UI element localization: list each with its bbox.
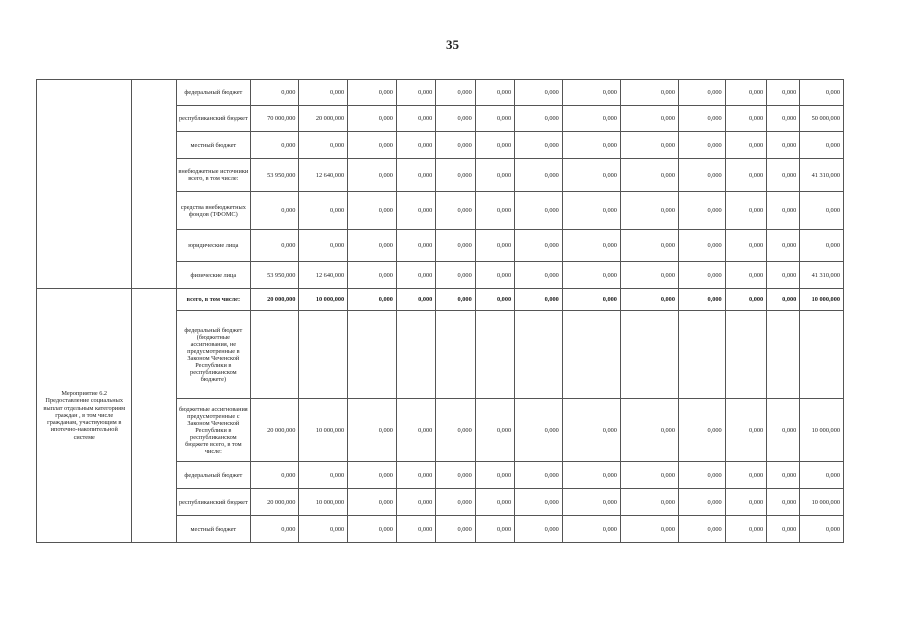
value-cell: 0,000 xyxy=(515,132,563,159)
value-cell: 0,000 xyxy=(436,516,475,543)
value-cell: 0,000 xyxy=(725,262,766,289)
value-cell: 10 000,000 xyxy=(299,489,348,516)
value-cell: 0,000 xyxy=(562,289,620,311)
measure-name-cell xyxy=(37,80,132,289)
value-cell: 0,000 xyxy=(767,489,800,516)
value-cell: 53 950,000 xyxy=(250,262,299,289)
value-cell: 0,000 xyxy=(562,132,620,159)
value-cell: 10 000,000 xyxy=(800,289,844,311)
value-cell: 41 310,000 xyxy=(800,262,844,289)
value-cell: 0,000 xyxy=(475,80,514,106)
value-cell: 0,000 xyxy=(250,80,299,106)
value-cell xyxy=(678,311,725,399)
source-label: физические лица xyxy=(177,262,251,289)
value-cell: 0,000 xyxy=(767,192,800,230)
value-cell: 0,000 xyxy=(725,80,766,106)
value-cell: 0,000 xyxy=(396,80,435,106)
value-cell: 0,000 xyxy=(475,462,514,489)
value-cell: 20 000,000 xyxy=(250,399,299,462)
source-label: федеральный бюджет (бюджетные ассигнования, не предусмотренные в Законом Чеченской Республики в республиканском бюджете) xyxy=(177,311,251,399)
value-cell: 0,000 xyxy=(767,159,800,192)
value-cell: 0,000 xyxy=(562,159,620,192)
value-cell: 0,000 xyxy=(348,516,397,543)
value-cell: 0,000 xyxy=(475,262,514,289)
table-row-total xyxy=(37,289,844,311)
value-cell: 0,000 xyxy=(678,262,725,289)
source-label: бюджетные ассигнования предусмотренные с Законом Чеченской Республики в республиканском бюджете всего, в том числе: xyxy=(177,399,251,462)
value-cell: 0,000 xyxy=(475,289,514,311)
value-cell: 0,000 xyxy=(562,462,620,489)
value-cell: 20 000,000 xyxy=(250,289,299,311)
value-cell: 0,000 xyxy=(436,289,475,311)
value-cell: 0,000 xyxy=(396,106,435,132)
value-cell: 0,000 xyxy=(348,192,397,230)
value-cell: 20 000,000 xyxy=(299,106,348,132)
value-cell: 50 000,000 xyxy=(800,106,844,132)
value-cell: 0,000 xyxy=(436,489,475,516)
budget-table xyxy=(36,79,844,543)
value-cell: 0,000 xyxy=(678,80,725,106)
value-cell: 0,000 xyxy=(348,230,397,262)
value-cell: 0,000 xyxy=(396,462,435,489)
value-cell: 0,000 xyxy=(562,516,620,543)
source-label: федеральный бюджет xyxy=(177,80,251,106)
value-cell xyxy=(620,311,678,399)
value-cell: 0,000 xyxy=(620,106,678,132)
value-cell: 0,000 xyxy=(725,159,766,192)
value-cell: 41 310,000 xyxy=(800,159,844,192)
value-cell: 20 000,000 xyxy=(250,489,299,516)
value-cell: 10 000,000 xyxy=(800,399,844,462)
value-cell xyxy=(725,311,766,399)
value-cell: 0,000 xyxy=(562,489,620,516)
value-cell: 0,000 xyxy=(620,399,678,462)
value-cell: 0,000 xyxy=(396,132,435,159)
value-cell: 0,000 xyxy=(475,516,514,543)
value-cell: 0,000 xyxy=(250,192,299,230)
value-cell: 0,000 xyxy=(396,489,435,516)
value-cell: 0,000 xyxy=(725,489,766,516)
value-cell: 0,000 xyxy=(299,192,348,230)
value-cell: 12 640,000 xyxy=(299,262,348,289)
value-cell: 0,000 xyxy=(436,262,475,289)
value-cell: 0,000 xyxy=(515,159,563,192)
value-cell: 0,000 xyxy=(396,192,435,230)
value-cell: 0,000 xyxy=(562,80,620,106)
value-cell: 0,000 xyxy=(800,230,844,262)
value-cell: 10 000,000 xyxy=(299,399,348,462)
value-cell: 0,000 xyxy=(678,289,725,311)
value-cell: 0,000 xyxy=(562,192,620,230)
value-cell xyxy=(250,311,299,399)
value-cell: 0,000 xyxy=(515,262,563,289)
value-cell: 0,000 xyxy=(800,132,844,159)
value-cell: 0,000 xyxy=(475,106,514,132)
value-cell: 0,000 xyxy=(475,489,514,516)
value-cell: 0,000 xyxy=(678,462,725,489)
value-cell: 0,000 xyxy=(562,230,620,262)
value-cell: 0,000 xyxy=(620,230,678,262)
value-cell: 0,000 xyxy=(348,489,397,516)
value-cell: 0,000 xyxy=(562,399,620,462)
value-cell: 0,000 xyxy=(299,132,348,159)
value-cell: 0,000 xyxy=(800,516,844,543)
executor-cell xyxy=(132,80,177,289)
value-cell: 0,000 xyxy=(436,132,475,159)
source-label: внебюджетные источники всего, в том числе: xyxy=(177,159,251,192)
value-cell: 0,000 xyxy=(436,106,475,132)
value-cell: 0,000 xyxy=(620,132,678,159)
value-cell: 0,000 xyxy=(396,399,435,462)
value-cell: 0,000 xyxy=(348,262,397,289)
value-cell: 0,000 xyxy=(620,516,678,543)
source-label: всего, в том числе: xyxy=(177,289,251,311)
value-cell: 0,000 xyxy=(475,399,514,462)
value-cell: 0,000 xyxy=(678,132,725,159)
value-cell: 0,000 xyxy=(620,289,678,311)
value-cell: 0,000 xyxy=(767,289,800,311)
value-cell: 0,000 xyxy=(515,462,563,489)
value-cell: 0,000 xyxy=(475,230,514,262)
value-cell: 0,000 xyxy=(348,106,397,132)
value-cell: 0,000 xyxy=(678,399,725,462)
value-cell: 0,000 xyxy=(436,192,475,230)
value-cell xyxy=(800,311,844,399)
value-cell: 0,000 xyxy=(436,230,475,262)
value-cell: 0,000 xyxy=(515,516,563,543)
value-cell: 70 000,000 xyxy=(250,106,299,132)
value-cell: 0,000 xyxy=(515,80,563,106)
value-cell: 0,000 xyxy=(515,106,563,132)
value-cell: 0,000 xyxy=(767,399,800,462)
value-cell: 0,000 xyxy=(678,489,725,516)
value-cell: 0,000 xyxy=(800,462,844,489)
value-cell: 0,000 xyxy=(348,132,397,159)
value-cell xyxy=(767,311,800,399)
value-cell: 0,000 xyxy=(515,192,563,230)
value-cell: 0,000 xyxy=(767,80,800,106)
value-cell: 0,000 xyxy=(767,132,800,159)
value-cell: 0,000 xyxy=(620,489,678,516)
value-cell: 0,000 xyxy=(436,80,475,106)
value-cell: 0,000 xyxy=(620,462,678,489)
table-row xyxy=(37,80,844,106)
value-cell xyxy=(436,311,475,399)
value-cell xyxy=(475,311,514,399)
source-label: республиканский бюджет xyxy=(177,106,251,132)
value-cell: 53 950,000 xyxy=(250,159,299,192)
value-cell: 0,000 xyxy=(250,230,299,262)
source-label: местный бюджет xyxy=(177,516,251,543)
value-cell: 0,000 xyxy=(396,159,435,192)
value-cell: 0,000 xyxy=(299,462,348,489)
value-cell: 0,000 xyxy=(299,80,348,106)
value-cell: 0,000 xyxy=(725,462,766,489)
value-cell: 0,000 xyxy=(250,132,299,159)
value-cell xyxy=(299,311,348,399)
executor-cell xyxy=(132,289,177,543)
source-label: юридические лица xyxy=(177,230,251,262)
value-cell: 0,000 xyxy=(725,132,766,159)
value-cell: 10 000,000 xyxy=(299,289,348,311)
value-cell: 0,000 xyxy=(515,289,563,311)
value-cell: 0,000 xyxy=(348,159,397,192)
value-cell: 0,000 xyxy=(767,462,800,489)
value-cell: 0,000 xyxy=(620,159,678,192)
value-cell: 0,000 xyxy=(725,399,766,462)
value-cell: 0,000 xyxy=(348,289,397,311)
value-cell: 0,000 xyxy=(725,289,766,311)
table-body xyxy=(37,80,844,543)
value-cell: 0,000 xyxy=(767,230,800,262)
value-cell: 0,000 xyxy=(348,462,397,489)
value-cell: 0,000 xyxy=(562,106,620,132)
value-cell: 0,000 xyxy=(396,289,435,311)
value-cell: 0,000 xyxy=(299,230,348,262)
page-number: 35 xyxy=(446,37,459,52)
value-cell: 0,000 xyxy=(725,230,766,262)
value-cell: 0,000 xyxy=(800,80,844,106)
value-cell: 10 000,000 xyxy=(800,489,844,516)
value-cell: 0,000 xyxy=(348,399,397,462)
value-cell: 0,000 xyxy=(515,230,563,262)
value-cell: 0,000 xyxy=(678,230,725,262)
source-label: средства внебюджетных фондов (ТФОМС) xyxy=(177,192,251,230)
value-cell: 0,000 xyxy=(475,159,514,192)
value-cell xyxy=(562,311,620,399)
value-cell: 0,000 xyxy=(396,516,435,543)
value-cell: 0,000 xyxy=(725,106,766,132)
value-cell: 0,000 xyxy=(436,159,475,192)
value-cell: 0,000 xyxy=(678,106,725,132)
measure-title-cell: Мероприятие 6.2 Предоставление социальных выплат отдельным категориям граждан , в том числе гражданам, участвующим в ипотечно-накопительной системе xyxy=(37,289,132,543)
value-cell: 0,000 xyxy=(767,516,800,543)
value-cell: 0,000 xyxy=(436,462,475,489)
value-cell: 0,000 xyxy=(562,262,620,289)
value-cell: 0,000 xyxy=(800,192,844,230)
value-cell: 0,000 xyxy=(436,399,475,462)
value-cell: 0,000 xyxy=(767,106,800,132)
value-cell xyxy=(396,311,435,399)
value-cell: 0,000 xyxy=(515,399,563,462)
value-cell: 0,000 xyxy=(620,192,678,230)
value-cell: 0,000 xyxy=(299,516,348,543)
value-cell: 0,000 xyxy=(475,192,514,230)
value-cell xyxy=(348,311,397,399)
value-cell: 0,000 xyxy=(725,192,766,230)
value-cell xyxy=(515,311,563,399)
value-cell: 0,000 xyxy=(725,516,766,543)
value-cell: 0,000 xyxy=(620,80,678,106)
value-cell: 0,000 xyxy=(396,230,435,262)
value-cell: 0,000 xyxy=(250,462,299,489)
value-cell: 0,000 xyxy=(515,489,563,516)
value-cell: 0,000 xyxy=(678,159,725,192)
value-cell: 0,000 xyxy=(348,80,397,106)
source-label: федеральный бюджет xyxy=(177,462,251,489)
source-label: местный бюджет xyxy=(177,132,251,159)
value-cell: 12 640,000 xyxy=(299,159,348,192)
value-cell: 0,000 xyxy=(678,192,725,230)
value-cell: 0,000 xyxy=(620,262,678,289)
value-cell: 0,000 xyxy=(475,132,514,159)
source-label: республиканский бюджет xyxy=(177,489,251,516)
value-cell: 0,000 xyxy=(250,516,299,543)
value-cell: 0,000 xyxy=(396,262,435,289)
value-cell: 0,000 xyxy=(767,262,800,289)
value-cell: 0,000 xyxy=(678,516,725,543)
